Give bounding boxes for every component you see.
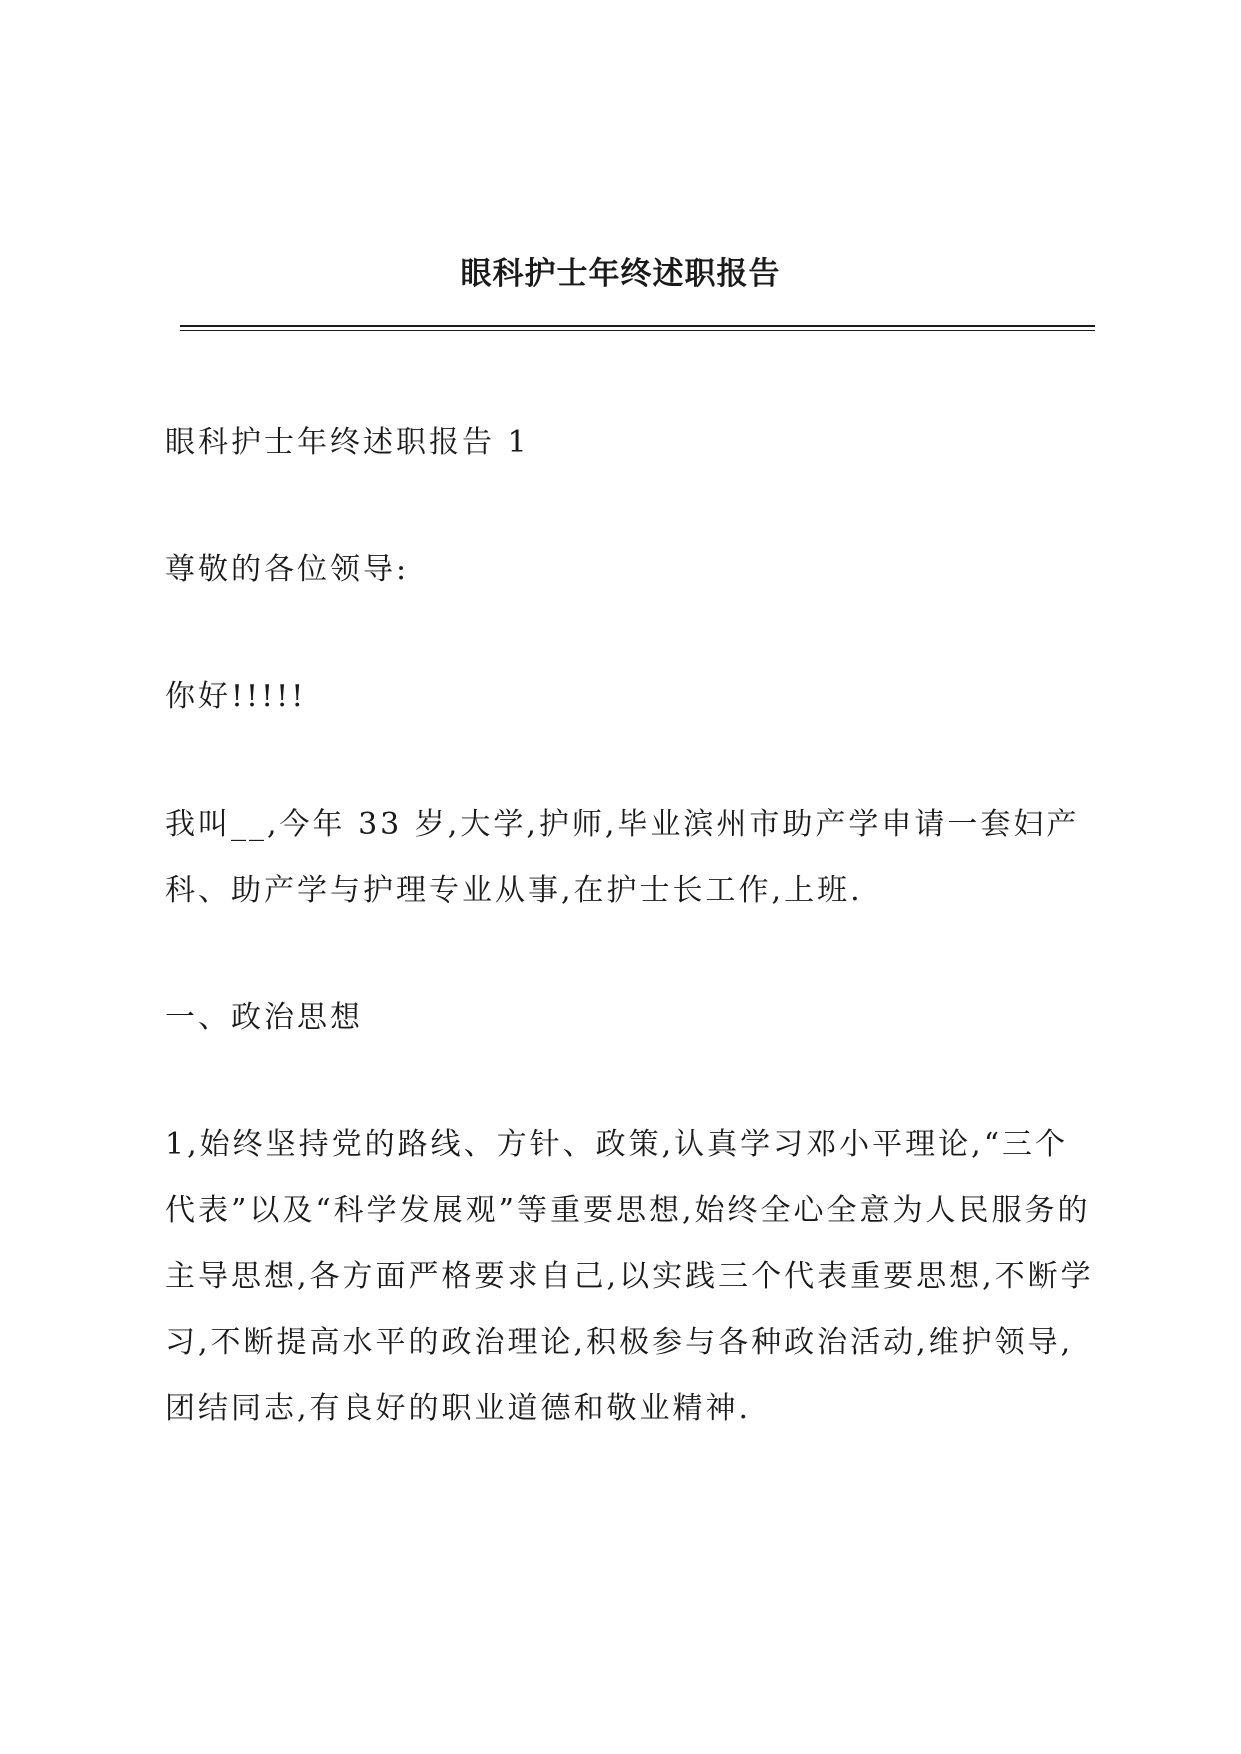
politics-paragraph-1: 1,始终坚持党的路线、方针、政策,认真学习邓小平理论,“三个代表”以及“科学发展观”等重要思想,始终全心全意为人民服务的主导思想,各方面严格要求自己,以实践三个代表重要思想,不断学习,不断提高水平的政治理论,积极参与各种政治活动,维护领导,团结同志,有良好的职业道德和敬业精神. — [165, 1127, 1094, 1426]
salutation: 尊敬的各位领导: — [165, 552, 410, 587]
section-title-politics: 一、政治思想 — [165, 1000, 363, 1035]
intro-paragraph: 我叫__,今年 33 岁,大学,护师,毕业滨州市助产学申请一套妇产科、助产学与护理专业从事,在护士长工作,上班. — [165, 807, 1080, 908]
greeting: 你好!!!!! — [165, 679, 307, 714]
document-title: 眼科护士年终述职报告 — [460, 256, 781, 292]
section-heading: 眼科护士年终述职报告 1 — [165, 425, 530, 460]
title-divider — [180, 325, 1095, 331]
